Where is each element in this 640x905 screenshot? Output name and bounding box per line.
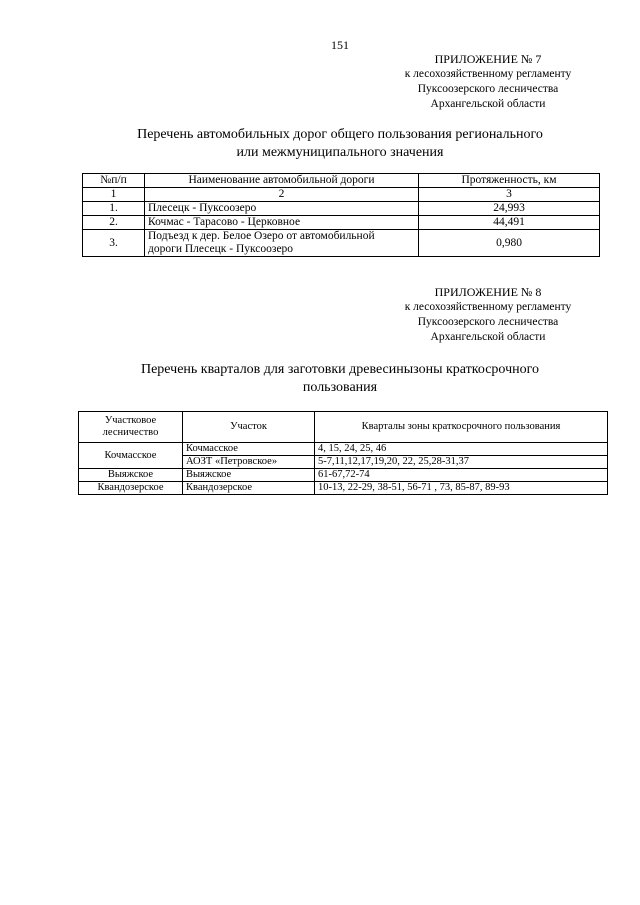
appendix-7-line1: к лесохозяйственному регламенту [404, 68, 572, 80]
row-number: 3. [83, 230, 145, 257]
road-name: Кочмас - Тарасово - Церковное [145, 216, 419, 230]
road-length: 0,980 [419, 230, 600, 257]
section-name: Квандозерское [183, 482, 315, 495]
road-name [145, 230, 419, 257]
quarters-list: 10-13, 22-29, 38-51, 56-71 , 73, 85-87, 89-93 [315, 482, 608, 495]
numbering-cell: 1 [83, 188, 145, 202]
quarters-list: 4, 15, 24, 25, 46 [315, 443, 608, 456]
table-header-row [79, 412, 608, 443]
table-2-title-line1: Перечень кварталов для заготовки древесинызоны краткосрочного [140, 362, 539, 377]
section-name: Кочмасское [183, 443, 315, 456]
row-number: 1. [83, 202, 145, 216]
appendix-8-line1: к лесохозяйственному регламенту [404, 301, 572, 313]
road-length: 24,993 [419, 202, 600, 216]
appendix-7-line2: Пуксоозерского лесничества [417, 83, 559, 95]
quarters-list: 61-67,72-74 [315, 469, 608, 482]
row-number: 2. [83, 216, 145, 230]
appendix-8-line2: Пуксоозерского лесничества [417, 316, 559, 328]
appendix-8-header [378, 285, 598, 345]
numbering-row [83, 188, 600, 202]
table-row [79, 443, 608, 456]
header-number: №п/п [83, 174, 145, 188]
header-forestry [79, 412, 183, 443]
road-name: Плесецк - Пуксоозеро [145, 202, 419, 216]
quarters-table [78, 411, 608, 495]
header-section: Участок [183, 412, 315, 443]
roads-table [82, 173, 600, 257]
header-forestry-line2: лесничество [102, 427, 159, 438]
table-row [83, 216, 600, 230]
road-length: 44,491 [419, 216, 600, 230]
appendix-8-heading: ПРИЛОЖЕНИЕ № 8 [434, 285, 542, 299]
table-1-title-line2: или межмуниципального значения [236, 145, 444, 160]
header-road-name: Наименование автомобильной дороги [145, 174, 419, 188]
header-quarters: Кварталы зоны краткосрочного пользования [315, 412, 608, 443]
header-forestry-line1: Участковое [104, 415, 157, 426]
forestry-name: Выяжское [79, 469, 183, 482]
header-length: Протяженность, км [419, 174, 600, 188]
forestry-name: Квандозерское [79, 482, 183, 495]
section-name: АОЗТ «Петровское» [183, 456, 315, 469]
page-number: 151 [331, 38, 349, 52]
numbering-cell: 2 [145, 188, 419, 202]
table-1-title [0, 126, 640, 162]
appendix-7-header [378, 52, 598, 112]
road-name-line2: дороги Плесецк - Пуксоозеро [148, 243, 294, 255]
appendix-8-line3: Архангельской области [430, 331, 546, 343]
numbering-cell: 3 [419, 188, 600, 202]
section-name: Выяжское [183, 469, 315, 482]
forestry-name: Кочмасское [79, 443, 183, 469]
appendix-7-line3: Архангельской области [430, 98, 546, 110]
table-1-title-line1: Перечень автомобильных дорог общего пользования регионального [137, 127, 543, 142]
quarters-list: 5-7,11,12,17,19,20, 22, 25,28-31,37 [315, 456, 608, 469]
table-row [79, 469, 608, 482]
appendix-7-heading: ПРИЛОЖЕНИЕ № 7 [434, 52, 542, 66]
table-row [83, 202, 600, 216]
road-name-line1: Подъезд к дер. Белое Озеро от автомобильной [148, 230, 375, 242]
table-row [79, 482, 608, 495]
table-2-title-line2: пользования [302, 380, 378, 395]
table-2-title [0, 361, 640, 397]
table-header-row [83, 174, 600, 188]
table-row [83, 230, 600, 257]
